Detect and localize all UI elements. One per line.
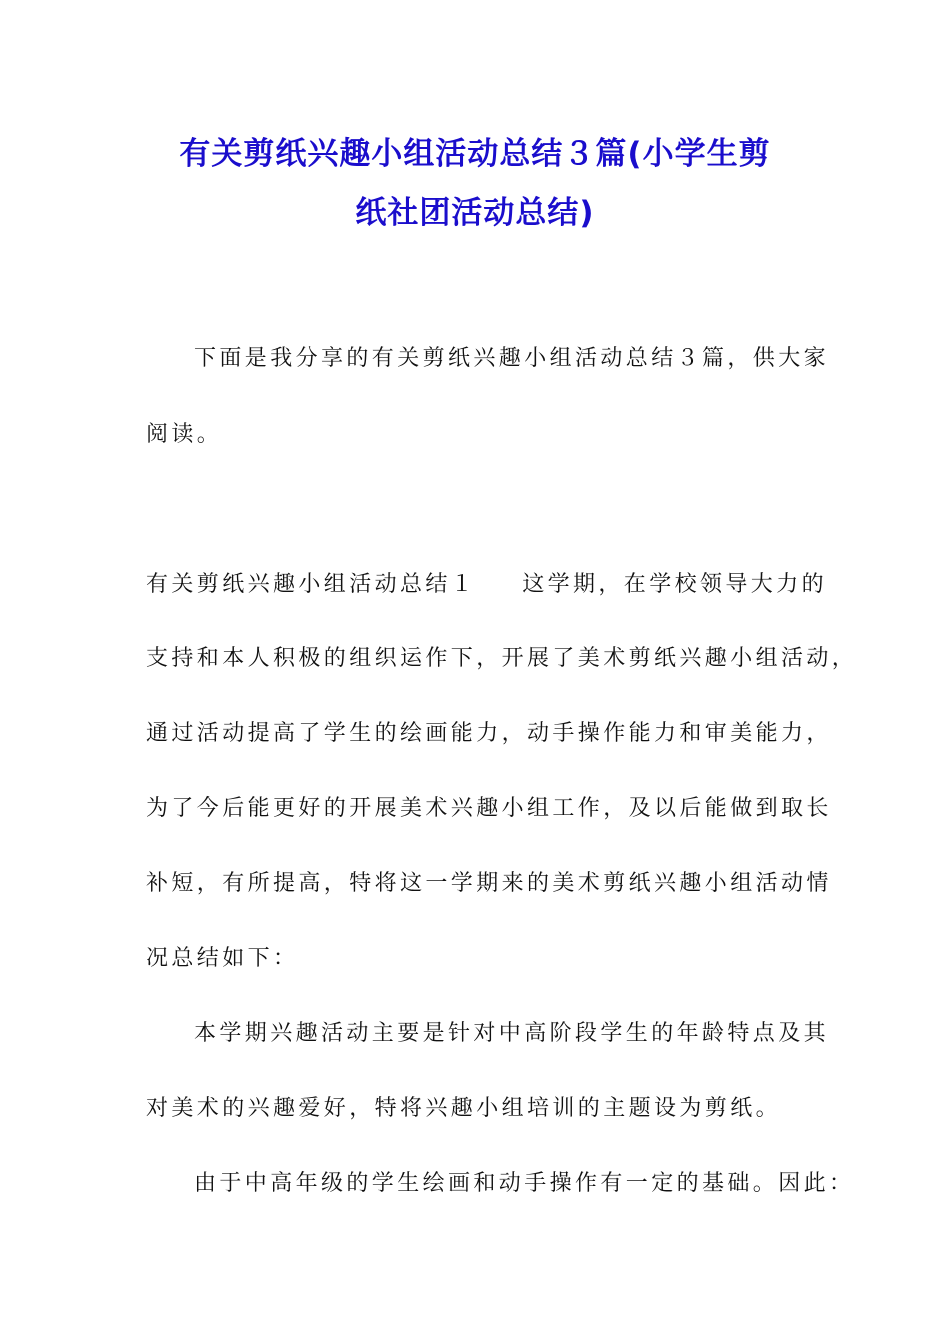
section-1-line-3: 通过活动提高了学生的绘画能力，动手操作能力和审美能力， xyxy=(146,721,832,746)
document-title-line-1: 有关剪纸兴趣小组活动总结３篇(小学生剪 xyxy=(179,136,771,172)
section-1-line-6: 况总结如下： xyxy=(146,946,299,971)
paragraph-2-line-2: 对美术的兴趣爱好，特将兴趣小组培训的主题设为剪纸。 xyxy=(146,1096,782,1121)
paragraph-3-line-1: 由于中高年级的学生绘画和动手操作有一定的基础。因此： xyxy=(194,1171,855,1196)
intro-line-1: 下面是我分享的有关剪纸兴趣小组活动总结３篇，供大家 xyxy=(194,346,830,371)
intro-line-2: 阅读。 xyxy=(146,422,223,447)
paragraph-2-line-1: 本学期兴趣活动主要是针对中高阶段学生的年龄特点及其 xyxy=(194,1021,830,1046)
section-1-line-2: 支持和本人积极的组织运作下，开展了美术剪纸兴趣小组活动， xyxy=(146,646,858,671)
section-1-heading: 有关剪纸兴趣小组活动总结１ xyxy=(146,572,477,597)
section-1-line-1-text: 这学期，在学校领导大力的 xyxy=(522,572,828,597)
document-title-line-2: 纸社团活动总结) xyxy=(355,195,595,231)
section-1-first-line xyxy=(146,574,827,596)
section-1-line-4: 为了今后能更好的开展美术兴趣小组工作，及以后能做到取长 xyxy=(146,796,832,821)
section-1-line-5: 补短，有所提高，特将这一学期来的美术剪纸兴趣小组活动情 xyxy=(146,871,832,896)
